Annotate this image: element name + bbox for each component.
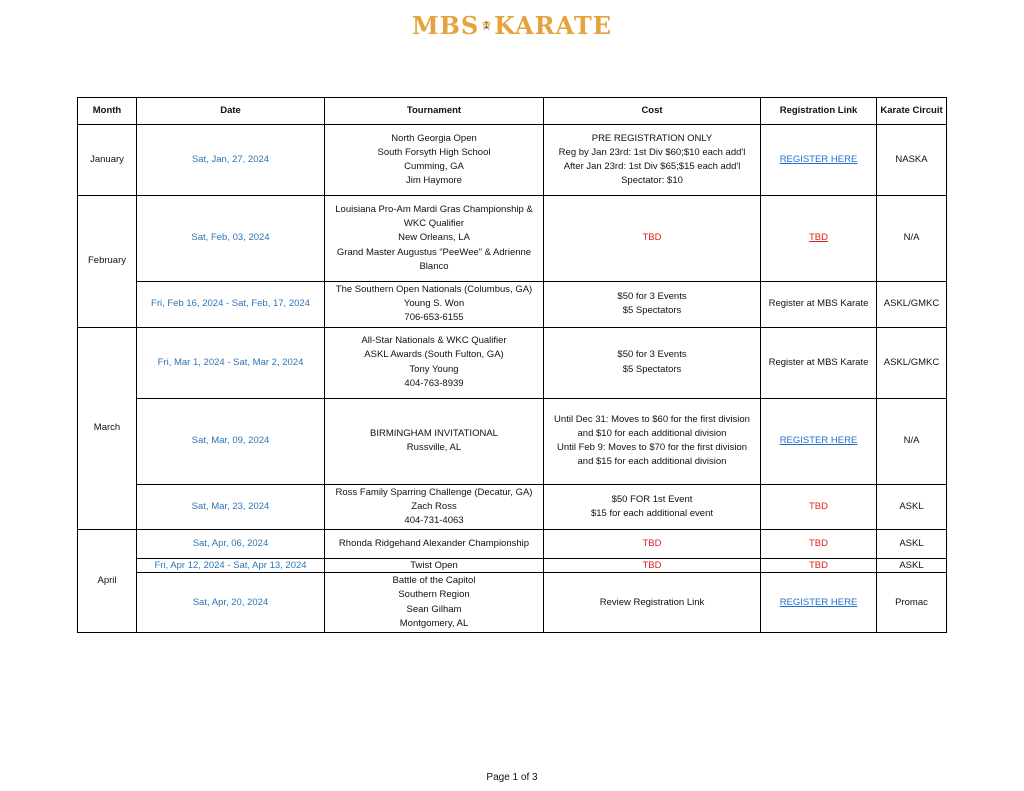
tournament-line: Louisiana Pro-Am Mardi Gras Championship & <box>335 203 533 215</box>
tournament-line: Zach Ross <box>411 500 457 512</box>
tournament-cell <box>325 398 544 484</box>
logo-text-right: KARATE <box>494 10 612 40</box>
table-row <box>78 530 947 559</box>
header-karate-circuit: Karate Circuit <box>877 98 947 125</box>
date-cell: Fri, Mar 1, 2024 - Sat, Mar 2, 2024 <box>137 327 325 398</box>
date-cell: Sat, Apr, 20, 2024 <box>137 573 325 633</box>
tournament-cell <box>325 484 544 530</box>
mbs-karate-logo <box>412 2 612 48</box>
tbd-link[interactable]: TBD <box>809 232 828 244</box>
table-row <box>78 327 947 398</box>
cost-line: $50 FOR 1st Event <box>611 493 693 505</box>
cost-cell <box>544 327 761 398</box>
circuit-cell: ASKL/GMKC <box>877 327 947 398</box>
cost-cell <box>544 398 761 484</box>
registration-cell: Register at MBS Karate <box>761 282 877 328</box>
tournament-line: ASKL Awards (South Fulton, GA) <box>364 349 504 361</box>
date-cell: Sat, Mar, 23, 2024 <box>137 484 325 530</box>
table-row <box>78 559 947 573</box>
cost-line: $50 for 3 Events <box>617 349 687 361</box>
cost-line: Spectator: $10 <box>621 175 683 187</box>
tournament-line: Montgomery, AL <box>399 617 469 629</box>
table-row <box>78 282 947 328</box>
cost-line: $50 for 3 Events <box>617 291 687 303</box>
tournament-schedule-table <box>77 97 947 633</box>
register-here-link[interactable]: REGISTER HERE <box>779 596 858 608</box>
registration-cell <box>761 573 877 633</box>
tournament-line: 404-763-8939 <box>404 377 464 389</box>
registration-cell <box>761 125 877 196</box>
cost-cell <box>544 484 761 530</box>
tournament-cell <box>325 196 544 282</box>
cost-line: $5 Spectators <box>622 305 682 317</box>
register-here-link[interactable]: REGISTER HERE <box>779 153 858 165</box>
cost-line: and $10 for each additional division <box>577 427 727 439</box>
cost-cell <box>544 282 761 328</box>
tournament-line: Battle of the Capitol <box>392 575 476 587</box>
cost-line: and $15 for each additional division <box>577 456 727 468</box>
registration-cell: TBD <box>761 530 877 559</box>
page-number: Page 1 of 3 <box>486 772 538 783</box>
tournament-line: 404-731-4063 <box>404 515 464 527</box>
registration-cell: Register at MBS Karate <box>761 327 877 398</box>
tournament-line: Jim Haymore <box>406 175 462 187</box>
cost-cell: TBD <box>544 559 761 573</box>
month-cell: January <box>78 125 137 196</box>
tournament-line: Cumming, GA <box>404 161 464 172</box>
tournament-line: All-Star Nationals & WKC Qualifier <box>361 335 507 347</box>
tournament-cell <box>325 282 544 328</box>
cost-line: Reg by Jan 23rd: 1st Div $60;$10 each add'l <box>558 146 746 158</box>
month-cell: April <box>78 530 137 633</box>
registration-cell <box>761 196 877 282</box>
cost-cell: Review Registration Link <box>544 573 761 633</box>
circuit-cell: ASKL <box>877 484 947 530</box>
tournament-line: South Forsyth High School <box>377 146 491 158</box>
register-here-link[interactable]: REGISTER HERE <box>779 435 858 446</box>
table-row <box>78 484 947 530</box>
registration-cell: TBD <box>761 484 877 530</box>
table-row <box>78 125 947 196</box>
logo-text-left: MBS <box>412 10 480 40</box>
tournament-line: Russville, AL <box>406 442 462 454</box>
circuit-cell: Promac <box>877 573 947 633</box>
date-cell: Sat, Feb, 03, 2024 <box>137 196 325 282</box>
cost-line: Until Dec 31: Moves to $60 for the first division <box>554 413 750 425</box>
tournament-line: Ross Family Sparring Challenge (Decatur, GA) <box>335 486 533 498</box>
date-cell: Fri, Feb 16, 2024 - Sat, Feb, 17, 2024 <box>137 282 325 328</box>
tournament-line: North Georgia Open <box>391 132 477 144</box>
registration-cell <box>761 398 877 484</box>
cost-line: PRE REGISTRATION ONLY <box>591 132 713 144</box>
tournament-cell: Rhonda Ridgehand Alexander Championship <box>325 530 544 559</box>
cost-line: $15 for each additional event <box>590 507 713 519</box>
circuit-cell: ASKL <box>877 559 947 573</box>
tournament-cell <box>325 125 544 196</box>
header-cost: Cost <box>544 98 761 125</box>
tournament-line: The Southern Open Nationals (Columbus, GA) <box>335 284 533 295</box>
tournament-line: New Orleans, LA <box>398 232 470 244</box>
header-row <box>78 98 947 125</box>
header-date: Date <box>137 98 325 125</box>
circuit-cell: N/A <box>877 196 947 282</box>
header-month: Month <box>78 98 137 125</box>
table-row <box>78 573 947 633</box>
tournament-line: BIRMINGHAM INVITATIONAL <box>370 427 498 439</box>
header-tournament: Tournament <box>325 98 544 125</box>
month-cell: March <box>78 327 137 530</box>
tournament-line: Southern Region <box>398 589 470 601</box>
cost-cell: TBD <box>544 530 761 559</box>
date-cell: Fri, Apr 12, 2024 - Sat, Apr 13, 2024 <box>137 559 325 573</box>
tournament-cell: Twist Open <box>325 559 544 573</box>
circuit-cell: N/A <box>877 398 947 484</box>
registration-cell: TBD <box>761 559 877 573</box>
cost-cell: TBD <box>544 196 761 282</box>
date-cell: Sat, Apr, 06, 2024 <box>137 530 325 559</box>
cost-cell <box>544 125 761 196</box>
date-cell: Sat, Mar, 09, 2024 <box>137 398 325 484</box>
date-cell: Sat, Jan, 27, 2024 <box>137 125 325 196</box>
cost-line: After Jan 23rd: 1st Div $65;$15 each add'l <box>563 161 741 172</box>
tournament-line: Sean Gilham <box>406 603 462 615</box>
circuit-cell: NASKA <box>877 125 947 196</box>
torii-eagle-icon <box>481 3 492 47</box>
table-row <box>78 398 947 484</box>
tournament-line: Blanco <box>419 260 449 272</box>
tournament-line: Grand Master Augustus “PeeWee” & Adrienne <box>336 246 532 258</box>
month-cell: February <box>78 196 137 328</box>
cost-line: $5 Spectators <box>622 363 682 375</box>
cost-line: Until Feb 9: Moves to $70 for the first division <box>556 442 748 454</box>
header-registration-link: Registration Link <box>761 98 877 125</box>
tournament-line: 706-653-6155 <box>404 312 464 324</box>
circuit-cell: ASKL <box>877 530 947 559</box>
circuit-cell: ASKL/GMKC <box>877 282 947 328</box>
tournament-cell <box>325 573 544 633</box>
table-row <box>78 196 947 282</box>
tournament-line: Young S. Won <box>403 298 465 310</box>
tournament-cell <box>325 327 544 398</box>
tournament-line: Tony Young <box>409 363 459 375</box>
tournament-line: WKC Qualifier <box>403 218 465 230</box>
